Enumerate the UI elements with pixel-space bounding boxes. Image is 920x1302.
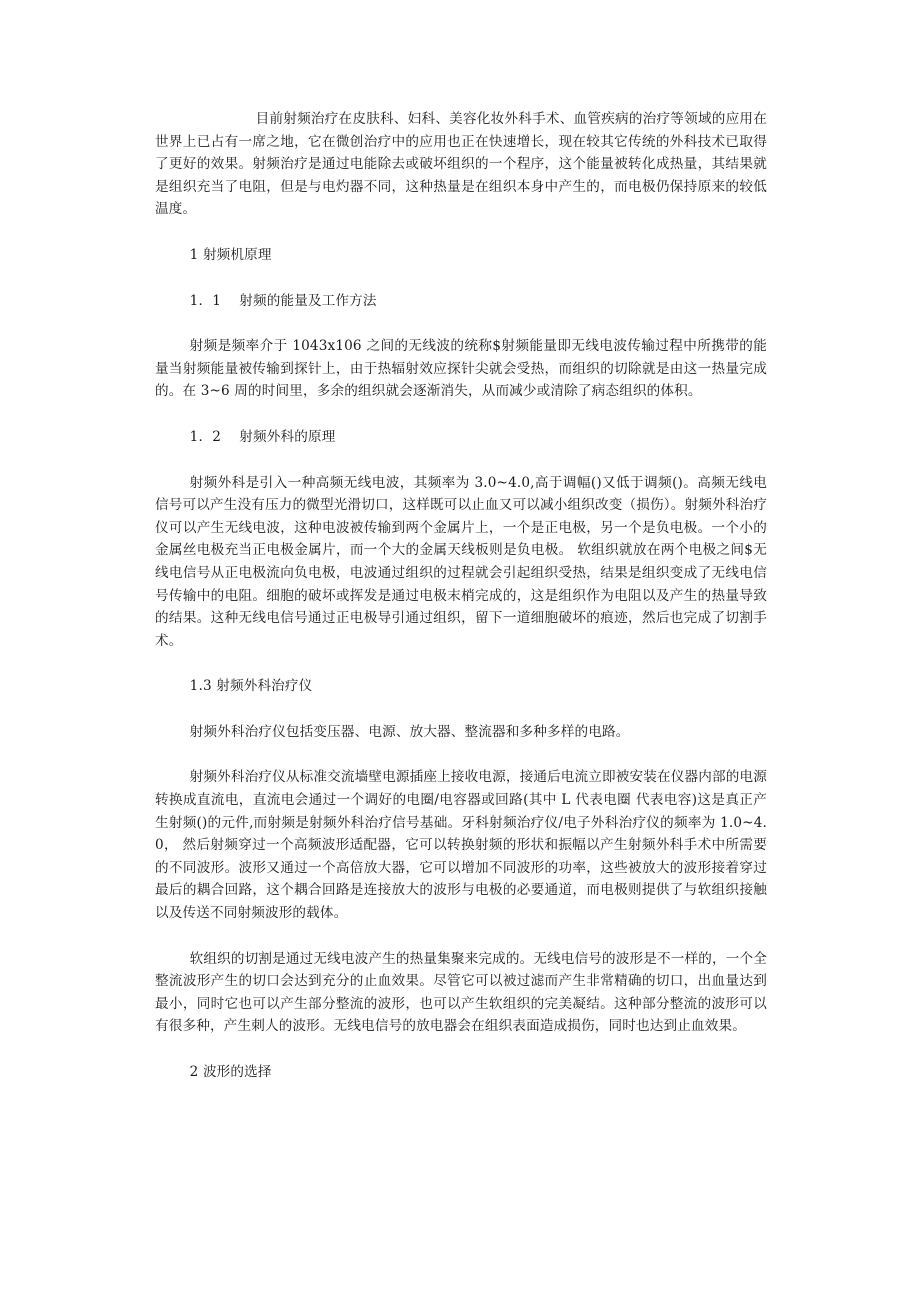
spacer [155,698,767,721]
section-1-2-paragraph: 射频外科是引入一种高频无线电波，其频率为 3.0~4.0,高于调幅()又低于调频()。高频无线电信号可以产生没有压力的微型光滑切口，这样既可以止血又可以减小组织改变（损伤）。射频外科治疗仪可以产生无线电波，这种电波被传输到两个金属片上，一个是正电极，另一个是负电极。一个小的金属丝电极充当正电极金属片，而一个大的金属天线板则是负电极。 软组织就放在两个电极之间$无线电信号从正电极流向负电极，电波通过组织的过程就会引起组织受热，结果是组织变成了无线电信号传输中的电阻。细胞的破坏或挥发是通过电极末梢完成的，这是组织作为电阻以及产生的热量导致的结果。这种无线电信号通过正电极导引通过组织，留下一道细胞破坏的痕迹，然后也完成了切割手术。 [155,474,767,649]
intro-paragraph: 目前射频治疗在皮肤科、妇科、美容化妆外科手术、血管疾病的治疗等领域的应用在世界上已占有一席之地，它在微创治疗中的应用也正在快速增长，现在较其它传统的外科技术已取得了更好的效果。射频治疗是通过电能除去或破坏组织的一个程序，这个能量被转化成热量，其结果就是组织充当了电阻，但是与电灼器不同，这种热量是在组织本身中产生的，而电极仍保持原来的较低温度。 [155,111,767,218]
spacer [155,267,767,290]
section-1-3-paragraph-1: 射频外科治疗仪包括变压器、电源、放大器、整流器和多种多样的电路。 [189,723,630,740]
section-1-3-heading: 1.3 射频外科治疗仪 [189,678,313,695]
spacer [155,312,767,335]
section-1-3-paragraph-3: 软组织的切割是通过无线电波产生的热量集聚来完成的。无线电信号的波形是不一样的，一个全整流波形产生的切口会达到充分的止血效果。尽管它可以被过滤而产生非常精确的切口，出血量达到最小，同时它也可以产生部分整流的波形，也可以产生软组织的完美凝结。这种部分整流的波形可以有很多种，产生刺人的波形。无线电信号的放电器会在组织表面造成损伤，同时也达到止血效果。 [155,950,767,1035]
spacer [155,403,767,426]
section-1-1-heading: 1．1 射频的能量及工作方法 [189,292,377,309]
spacer [155,925,767,948]
spacer [155,221,767,244]
spacer [155,1038,767,1061]
document-page [155,108,767,1084]
spacer [155,652,767,675]
section-1-heading: 1 射频机原理 [189,246,272,263]
section-1-3-paragraph-2: 射频外科治疗仪从标准交流墙壁电源插座上接收电源，接通后电流立即被安装在仪器内部的电源转换成直流电，直流电会通过一个调好的电圈/电容器或回路(其中 L 代表电圈 代表电容)这是真正产生射频()的元件,而射频是射频外科治疗信号基础。牙科射频治疗仪/电子外科治疗仪的频率为 1.0~4.0， 然后射频穿过一个高频波形适配器，它可以转换射频的形状和振幅以产生射频外科手术中所需要的不同波形。波形又通过一个高倍放大器，它可以增加不同波形的功率，这些被放大的波形接着穿过最后的耦合回路，这个耦合回路是连接放大的波形与电极的必要通道，而电极则提供了与软组织接触以及传送不同射频波形的载体。 [155,769,767,922]
spacer [155,449,767,472]
section-1-1-paragraph: 射频是频率介于 1043x106 之间的无线波的统称$射频能量即无线电波传输过程中所携带的能量当射频能量被传输到探针上，由于热辐射效应探针尖就会受热，而组织的切除就是由这一热量完成的。在 3~6 周的时间里，多余的组织就会逐渐消失，从而减少或清除了病态组织的体积。 [155,338,767,400]
section-1-2-heading: 1．2 射频外科的原理 [189,428,336,445]
spacer [155,743,767,766]
section-2-heading: 2 波形的选择 [189,1064,272,1080]
